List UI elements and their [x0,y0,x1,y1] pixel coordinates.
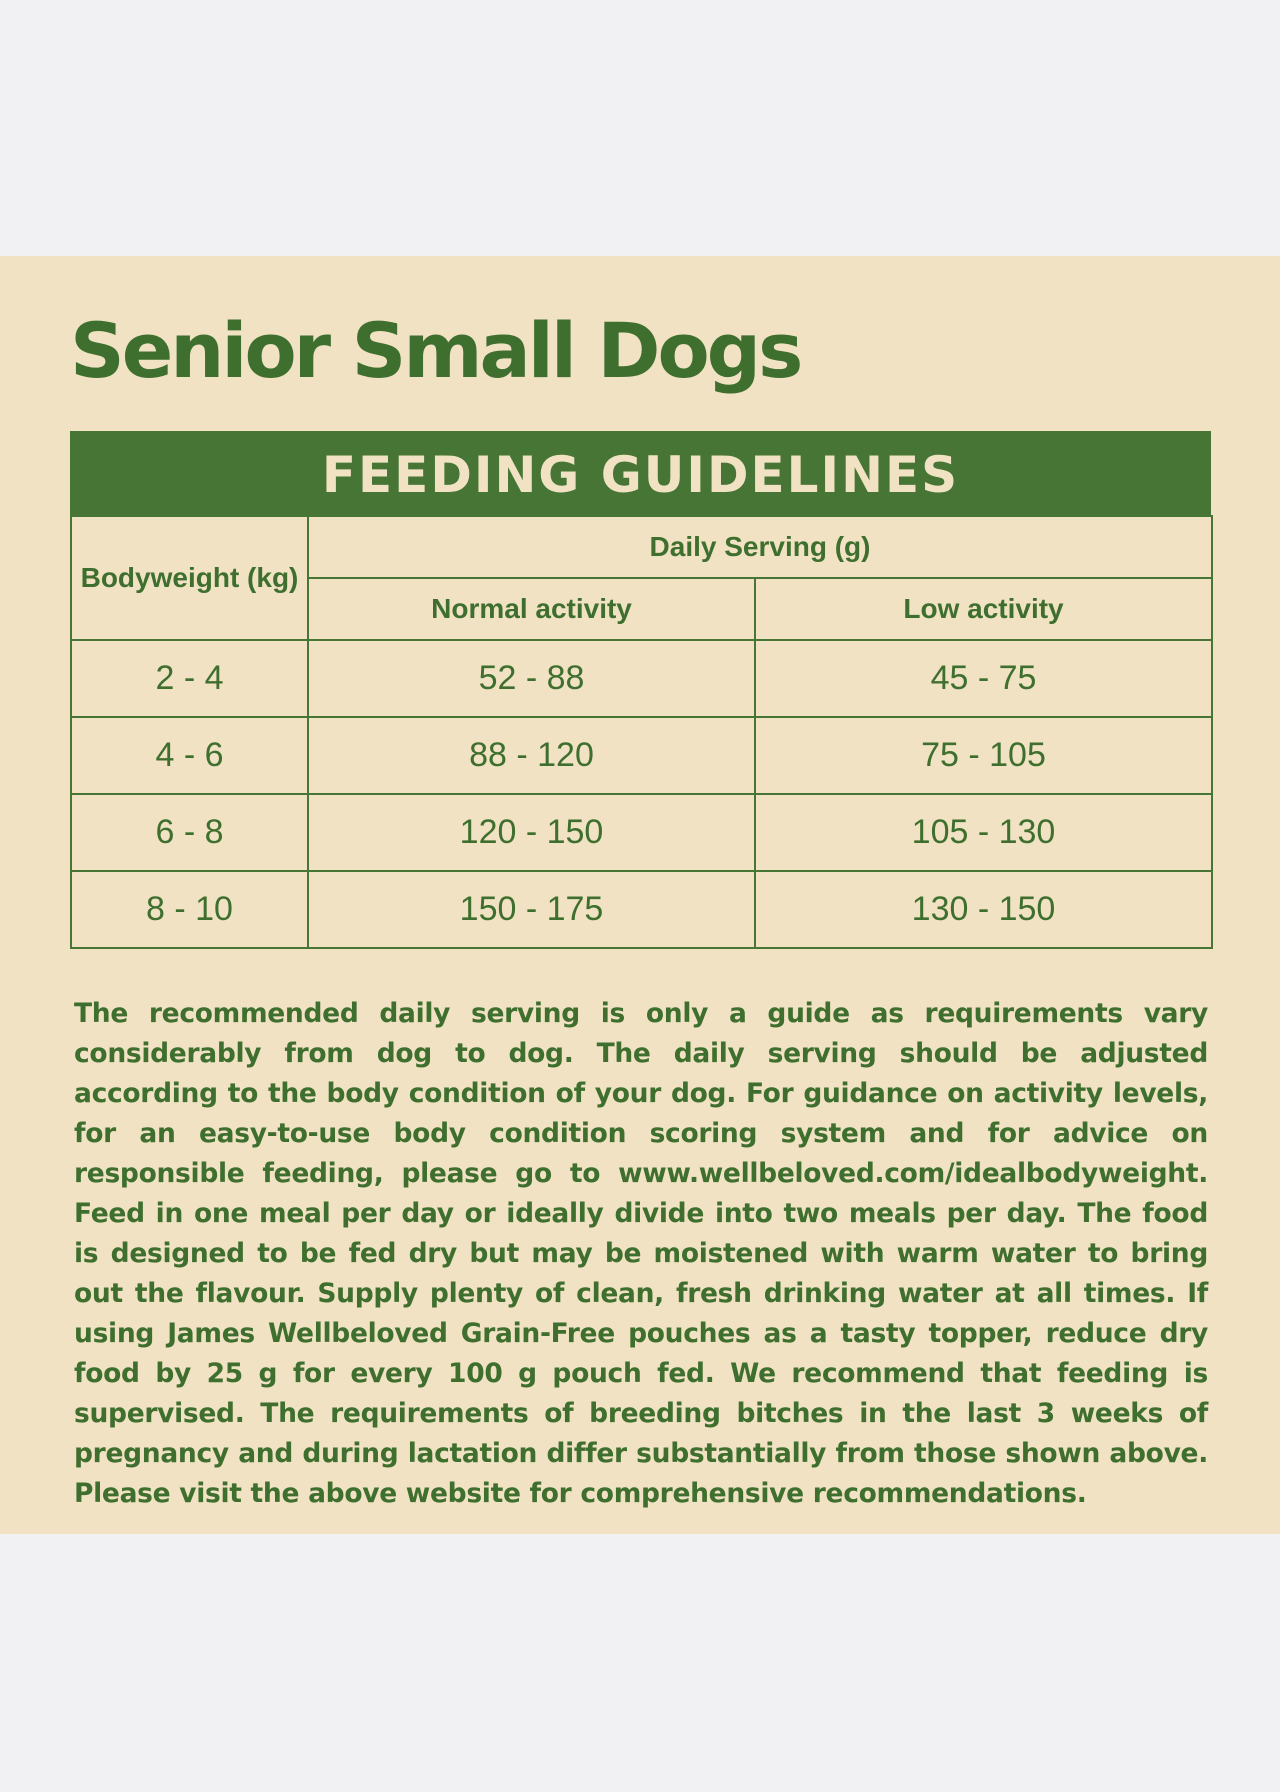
table-banner: FEEDING GUIDELINES [70,431,1211,515]
low-activity-cell: 45 - 75 [755,640,1212,717]
low-activity-header: Low activity [755,578,1212,640]
normal-activity-cell: 120 - 150 [308,794,755,871]
bodyweight-header: Bodyweight (kg) [71,516,308,640]
table-row [71,640,1212,717]
low-activity-cell: 130 - 150 [755,871,1212,948]
bodyweight-cell: 8 - 10 [71,871,308,948]
bodyweight-cell: 4 - 6 [71,717,308,794]
page-title: Senior Small Dogs [70,306,801,395]
feeding-table-container [70,431,1211,949]
feeding-table [70,515,1213,949]
table-row [71,794,1212,871]
feeding-panel [0,256,1280,1534]
normal-activity-cell: 150 - 175 [308,871,755,948]
normal-activity-cell: 88 - 120 [308,717,755,794]
low-activity-cell: 75 - 105 [755,717,1212,794]
table-row [71,717,1212,794]
table-row [71,871,1212,948]
feeding-description: The recommended daily serving is only a guide as requirements vary considerably from dog to dog. The daily serving should be adjusted according to the body condition of your dog. For guidance on activity levels, for an easy-to-use body condition scoring system and for advice on responsible feeding, please go to www.wellbeloved.com/idealbodyweight. Feed in one meal per day or ideally divide into two meals per day. The food is designed to be fed dry but may be moistened with warm water to bring out the flavour. Supply plenty of clean, fresh drinking water at all times. If using James Wellbeloved Grain-Free pouches as a tasty topper, reduce dry food by 25 g for every 100 g pouch fed. We recommend that feeding is supervised. The requirements of breeding bitches in the last 3 weeks of pregnancy and during lactation differ substantially from those shown above. Please visit the above website for comprehensive recommendations. [74,998,1208,1509]
daily-serving-header: Daily Serving (g) [308,516,1212,578]
bodyweight-cell: 6 - 8 [71,794,308,871]
bodyweight-cell: 2 - 4 [71,640,308,717]
normal-activity-cell: 52 - 88 [308,640,755,717]
low-activity-cell: 105 - 130 [755,794,1212,871]
normal-activity-header: Normal activity [308,578,755,640]
